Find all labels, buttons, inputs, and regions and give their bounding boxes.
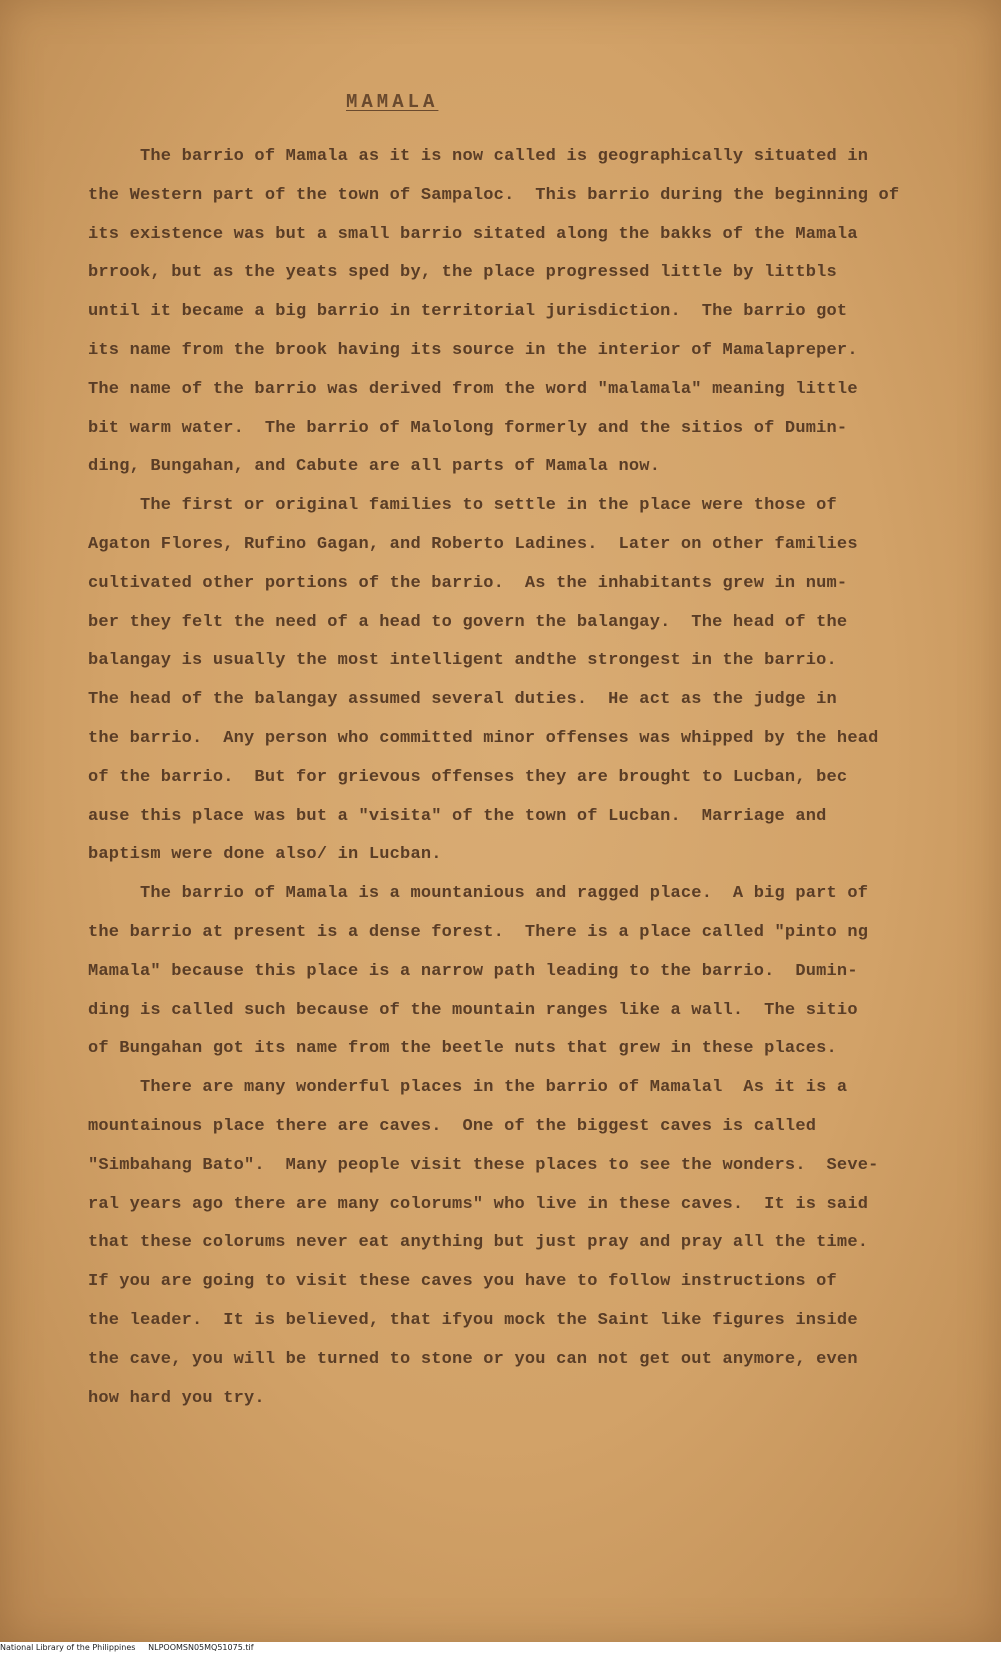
text-line: mountainous place there are caves. One of the biggest caves is called xyxy=(88,1116,817,1136)
text-line: The name of the barrio was derived from the word "malamala" meaning little xyxy=(88,379,858,399)
text-line: ding, Bungahan, and Cabute are all parts of Mamala now. xyxy=(88,457,661,477)
text-line: until it became a big barrio in territorial jurisdiction. The barrio got xyxy=(88,302,848,322)
text-line: the Western part of the town of Sampaloc. This barrio during the beginning of xyxy=(88,185,900,205)
text-line: Mamala" because this place is a narrow path leading to the barrio. Dumin- xyxy=(88,961,858,981)
text-line: ding is called such because of the mountain ranges like a wall. The sitio xyxy=(88,1000,858,1020)
text-line: its name from the brook having its source in the interior of Mamalapreper. xyxy=(88,340,858,360)
text-line: its existence was but a small barrio sitated along the bakks of the Mamala xyxy=(88,224,858,244)
text-line: ber they felt the need of a head to govern the balangay. The head of the xyxy=(88,612,848,632)
footer-caption: National Library of the Philippines NLPOOMSN05MQ51075.tif xyxy=(0,1643,254,1652)
text-line: cultivated other portions of the barrio. As the inhabitants grew in num- xyxy=(88,573,848,593)
document-title: MAMALA xyxy=(346,91,439,113)
text-line: brrook, but as the yeats sped by, the place progressed little by littbls xyxy=(88,263,837,283)
text-line: of Bungahan got its name from the beetle nuts that grew in these places. xyxy=(88,1039,837,1059)
text-line: that these colorums never eat anything but just pray and pray all the time. xyxy=(88,1233,869,1253)
text-line: The barrio of Mamala as it is now called is geographically situated in xyxy=(88,147,869,166)
text-line: ause this place was but a "visita" of the town of Lucban. Marriage and xyxy=(88,806,827,826)
text-line: "Simbahang Bato". Many people visit these places to see the wonders. Seve- xyxy=(88,1155,879,1175)
text-line: the cave, you will be turned to stone or you can not get out anymore, even xyxy=(88,1349,858,1369)
text-line: The barrio of Mamala is a mountanious and ragged place. A big part of xyxy=(88,884,869,904)
text-line: the leader. It is believed, that ifyou mock the Saint like figures inside xyxy=(88,1310,858,1330)
text-line: the barrio. Any person who committed minor offenses was whipped by the head xyxy=(88,728,879,748)
text-line: There are many wonderful places in the barrio of Mamalal As it is a xyxy=(88,1078,848,1098)
text-line: balangay is usually the most intelligent andthe strongest in the barrio. xyxy=(88,651,837,671)
text-line: the barrio at present is a dense forest. There is a place called "pinto ng xyxy=(88,922,869,942)
text-line: If you are going to visit these caves you have to follow instructions of xyxy=(88,1272,837,1292)
document-body xyxy=(88,138,943,1418)
text-line: ral years ago there are many colorums" who live in these caves. It is said xyxy=(88,1194,869,1214)
text-line: baptism were done also/ in Lucban. xyxy=(88,845,442,865)
text-line: The head of the balangay assumed several duties. He act as the judge in xyxy=(88,690,837,710)
text-line: bit warm water. The barrio of Malolong formerly and the sitios of Dumin- xyxy=(88,418,848,438)
text-line: how hard you try. xyxy=(88,1388,265,1408)
text-line: The first or original families to settle in the place were those of xyxy=(88,496,837,516)
text-line: Agaton Flores, Rufino Gagan, and Roberto Ladines. Later on other families xyxy=(88,534,858,554)
text-line: of the barrio. But for grievous offenses they are brought to Lucban, bec xyxy=(88,767,848,787)
